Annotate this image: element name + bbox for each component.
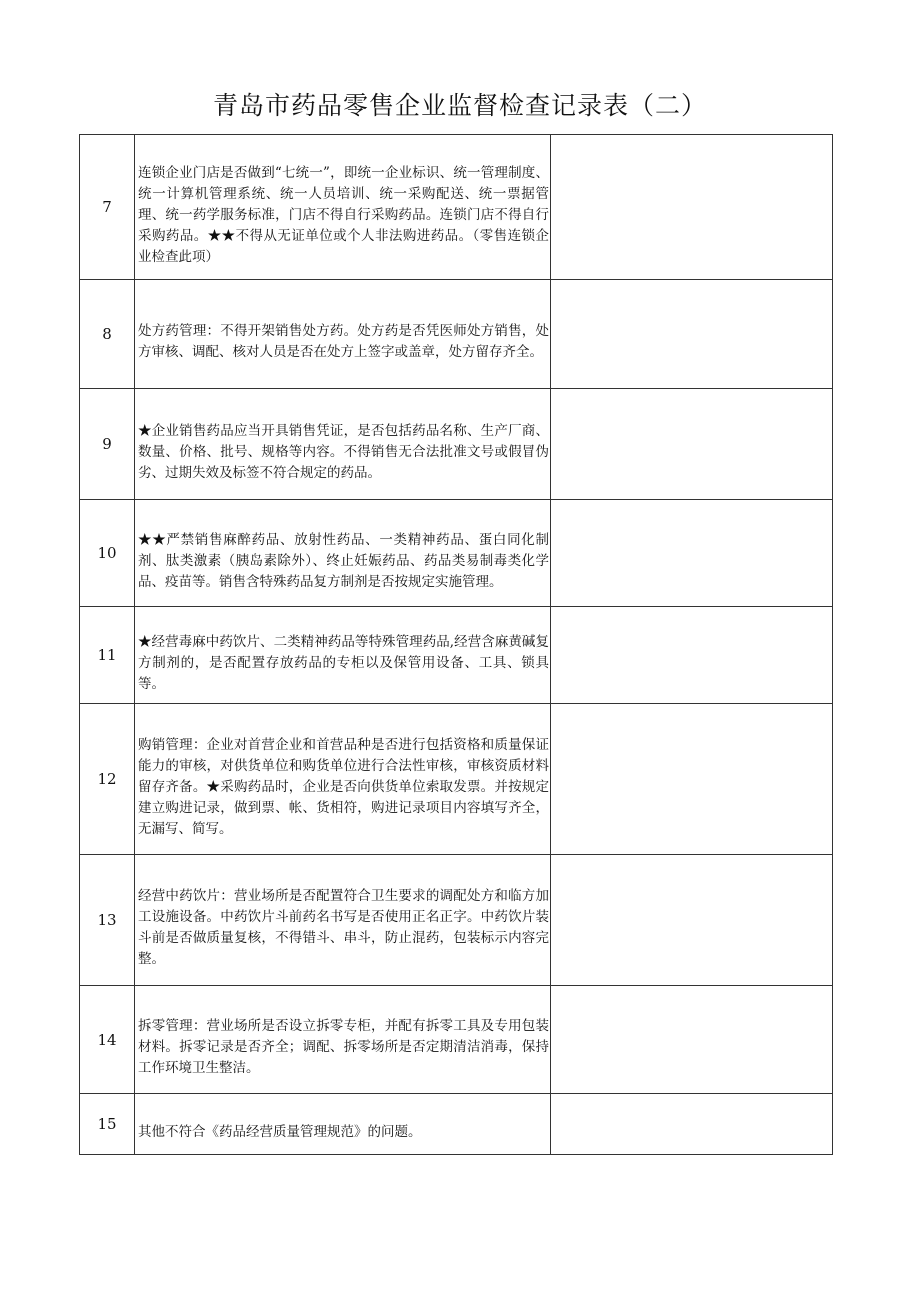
inspection-item-text: 拆零管理：营业场所是否设立拆零专柜，并配有拆零工具及专用包装材料。拆零记录是否齐全；调配、拆零场所是否定期清洁消毒，保持工作环境卫生整洁。 [138, 1018, 549, 1076]
inspection-item [135, 704, 551, 855]
result-cell[interactable] [551, 1094, 833, 1155]
row-number: 9 [80, 389, 135, 500]
row-number: 12 [80, 704, 135, 855]
result-cell[interactable] [551, 986, 833, 1094]
table-row [80, 607, 833, 704]
table-row [80, 1094, 833, 1155]
inspection-item [135, 855, 551, 986]
result-cell[interactable] [551, 855, 833, 986]
result-cell[interactable] [551, 389, 833, 500]
table-row [80, 135, 833, 280]
inspection-item-text: 处方药管理：不得开架销售处方药。处方药是否凭医师处方销售，处方审核、调配、核对人员是否在处方上签字或盖章，处方留存齐全。 [138, 323, 549, 360]
inspection-item-text: 连锁企业门店是否做到“七统一”，即统一企业标识、统一管理制度、统一计算机管理系统、统一人员培训、统一采购配送、统一票据管理、统一药学服务标准，门店不得自行采购药品。连锁门店不得自行采购药品。★★不得从无证单位或个人非法购进药品。（零售连锁企业检查此项） [138, 164, 549, 265]
result-cell[interactable] [551, 704, 833, 855]
row-number: 7 [80, 135, 135, 280]
page-title: 青岛市药品零售企业监督检查记录表（二） [212, 91, 707, 120]
table-row [80, 986, 833, 1094]
result-cell[interactable] [551, 280, 833, 389]
row-number: 15 [80, 1094, 135, 1155]
inspection-item-text: 其他不符合《药品经营质量管理规范》的问题。 [138, 1123, 422, 1140]
inspection-item-text: 经营中药饮片：营业场所是否配置符合卫生要求的调配处方和临方加工设施设备。中药饮片斗前药名书写是否使用正名正字。中药饮片装斗前是否做质量复核，不得错斗、串斗，防止混药，包装标示内容完整。 [138, 888, 549, 967]
table-row [80, 389, 833, 500]
table-row [80, 280, 833, 389]
table-row [80, 500, 833, 607]
inspection-item [135, 986, 551, 1094]
inspection-item-text: ★经营毒麻中药饮片、二类精神药品等特殊管理药品,经营含麻黄碱复方制剂的，是否配置存放药品的专柜以及保管用设备、工具、锁具等。 [138, 633, 549, 692]
inspection-item-text: 购销管理：企业对首营企业和首营品种是否进行包括资格和质量保证能力的审核，对供货单位和购货单位进行合法性审核，审核资质材料留存齐备。★采购药品时，企业是否向供货单位索取发票。并按规定建立购进记录，做到票、帐、货相符，购进记录项目内容填写齐全，无漏写、简写。 [138, 736, 549, 837]
inspection-item [135, 607, 551, 704]
result-cell[interactable] [551, 607, 833, 704]
row-number: 11 [80, 607, 135, 704]
inspection-table [79, 134, 833, 1155]
inspection-item-text: ★企业销售药品应当开具销售凭证，是否包括药品名称、生产厂商、数量、价格、批号、规格等内容。不得销售无合法批准文号或假冒伪劣、过期失效及标签不符合规定的药品。 [138, 422, 549, 481]
row-number: 8 [80, 280, 135, 389]
row-number: 10 [80, 500, 135, 607]
table-row [80, 704, 833, 855]
result-cell[interactable] [551, 500, 833, 607]
table-row [80, 855, 833, 986]
inspection-item [135, 389, 551, 500]
inspection-item [135, 135, 551, 280]
inspection-item [135, 500, 551, 607]
inspection-item [135, 280, 551, 389]
row-number: 13 [80, 855, 135, 986]
inspection-item [135, 1094, 551, 1155]
inspection-item-text: ★★严禁销售麻醉药品、放射性药品、一类精神药品、蛋白同化制剂、肽类激素（胰岛素除外）、终止妊娠药品、药品类易制毒类化学品、疫苗等。销售含特殊药品复方制剂是否按规定实施管理。 [138, 531, 549, 590]
row-number: 14 [80, 986, 135, 1094]
result-cell[interactable] [551, 135, 833, 280]
